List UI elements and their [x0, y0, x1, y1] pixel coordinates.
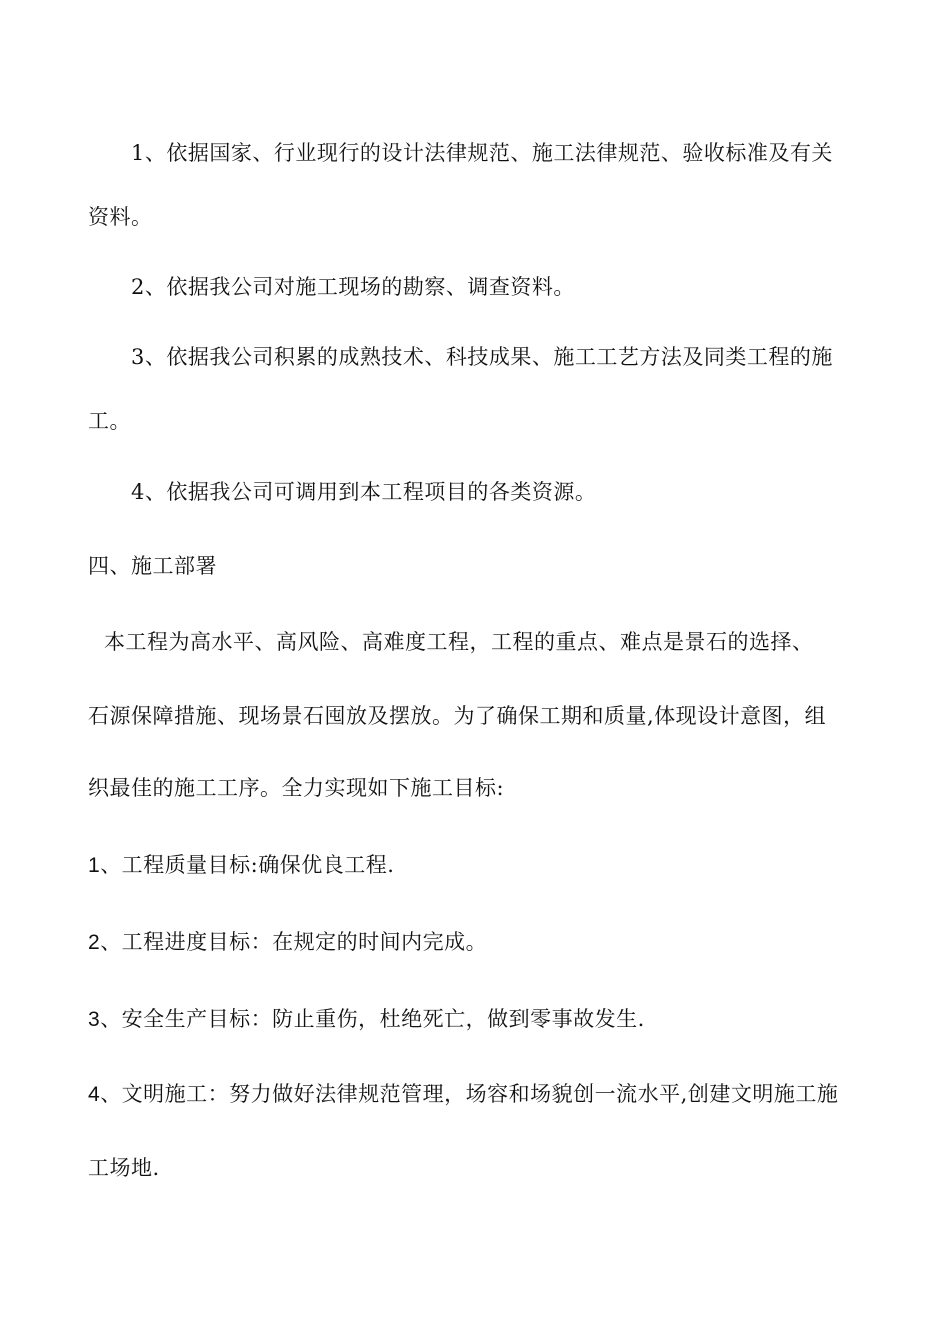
goal-item-3: [88, 1004, 645, 1035]
intro-paragraph-line-3: 织最佳的施工工序。全力实现如下施工目标:: [88, 776, 505, 800]
goal-1-number: 1: [88, 854, 101, 877]
goal-item-4-line-1: [88, 1079, 838, 1110]
goal-3-number: 3: [88, 1008, 101, 1031]
intro-paragraph-line-1: 本工程为高水平、高风险、高难度工程，工程的重点、难点是景石的选择、: [104, 630, 814, 654]
goal-item-2: [88, 927, 487, 958]
goal-4-text: 、文明施工：努力做好法律规范管理，场容和场貌创一流水平,创建文明施工施: [100, 1082, 839, 1106]
goal-item-1: [88, 850, 394, 881]
goal-2-number: 2: [88, 931, 101, 954]
goal-1-text: 、工程质量目标:确保优良工程.: [100, 853, 395, 877]
goal-4-number: 4: [88, 1083, 101, 1106]
basis-item-2: 2、依据我公司对施工现场的勘察、调查资料。: [131, 275, 575, 299]
intro-paragraph-line-2: 石源保障措施、现场景石囤放及摆放。为了确保工期和质量,体现设计意图，组: [88, 704, 827, 728]
basis-item-1-line-1: 1、依据国家、行业现行的设计法律规范、施工法律规范、验收标准及有关: [131, 141, 833, 165]
basis-item-1-line-2: 资料。: [88, 205, 153, 229]
basis-item-4: 4、依据我公司可调用到本工程项目的各类资源。: [131, 480, 597, 504]
basis-item-3-line-2: 工。: [88, 409, 131, 433]
basis-item-3-line-1: 3、依据我公司积累的成熟技术、科技成果、施工工艺方法及同类工程的施: [131, 345, 833, 369]
section-heading: 四、施工部署: [88, 554, 217, 578]
goal-3-text: 、安全生产目标：防止重伤，杜绝死亡，做到零事故发生.: [100, 1007, 645, 1031]
goal-2-text: 、工程进度目标：在规定的时间内完成。: [100, 930, 488, 954]
goal-item-4-line-2: 工场地.: [88, 1156, 160, 1180]
